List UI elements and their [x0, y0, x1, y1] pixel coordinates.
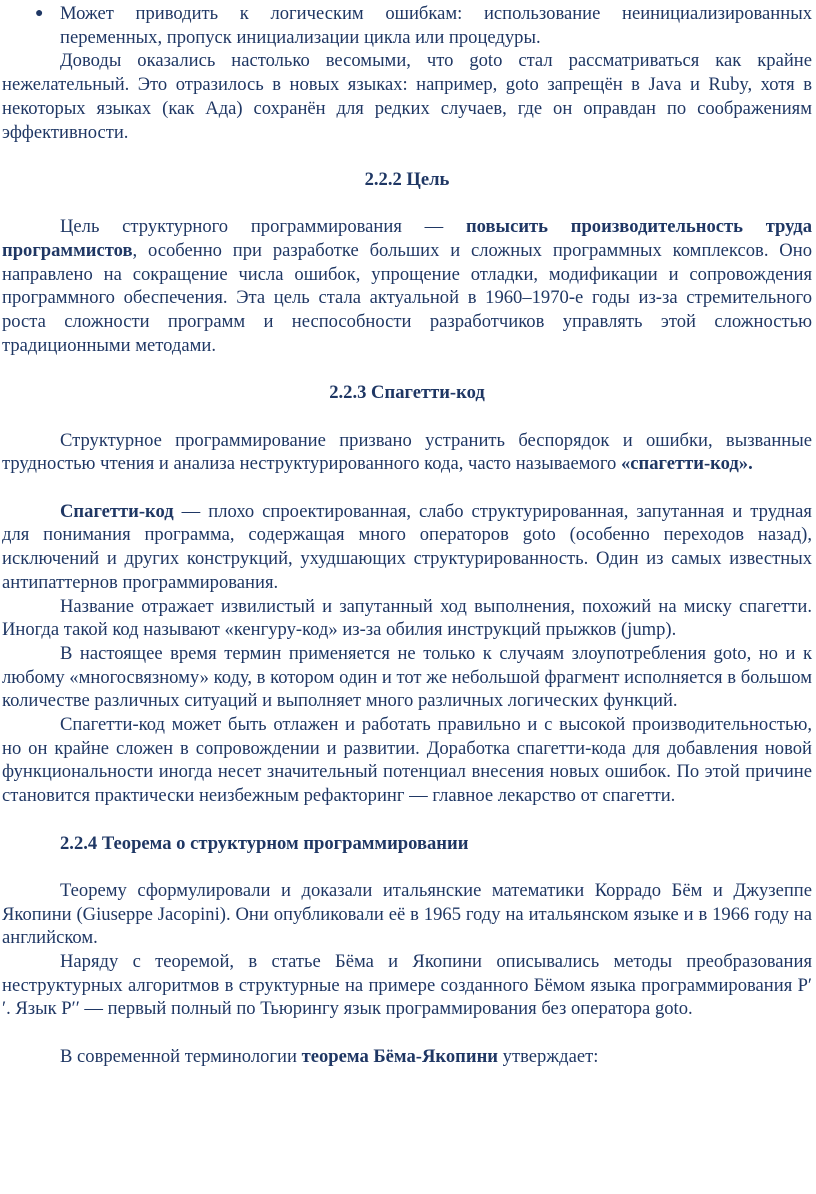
theorem-statement-bold: теорема Бёма-Якопини — [301, 1045, 499, 1067]
bullet-list-item — [2, 2, 812, 49]
goal-paragraph-start: Цель структурного программирования — — [60, 216, 466, 238]
bullet-item-text: Может приводить к логическим ошибкам: использование неинициализированных переменных, пропуск инициализации цикла или процедуры. — [60, 3, 812, 48]
section-heading-goal: 2.2.2 Цель — [364, 168, 450, 190]
goto-paragraph: Доводы оказались настолько весомыми, что goto стал рассматриваться как крайне нежелательный. Это отразилось в новых языках: например, goto запрещён в Java и Ruby, хотя в некоторых языках (как Ада) сохранён для редких случаев, где он оправдан по соображениям эффективности. — [2, 50, 812, 143]
spaghetti-intro-bold: «спагетти-код». — [620, 453, 753, 475]
section-heading-theorem: 2.2.4 Теорема о структурном программировании — [60, 832, 469, 854]
theorem-statement-end: утверждает: — [498, 1045, 599, 1067]
spaghetti-intro-paragraph — [2, 429, 812, 476]
section-heading-spaghetti: 2.2.3 Спагетти-код — [329, 382, 485, 404]
spaghetti-definition-text: — плохо спроектированная, слабо структурированная, запутанная и трудная для понимания программа, содержащая много операторов goto (особенно переходов назад), исключений и других конструкций, ухудшающих структурированность. Один из самых известных антипаттернов программирования. — [2, 500, 812, 593]
spaghetti-definition-term: Спагетти-код — [60, 500, 174, 522]
spaghetti-name-paragraph: Название отражает извилистый и запутанный ход выполнения, похожий на миску спагетти. Иногда такой код называют «кенгуру-код» из-за обилия инструкций прыжков (jump). — [2, 595, 812, 641]
spaghetti-term-paragraph: В настоящее время термин применяется не только к случаям злоупотребления goto, но и к любому «многосвязному» коду, в котором один и тот же небольшой фрагмент исполняется в большом количестве различных ситуаций и выполняет много различных логических функций. — [2, 642, 812, 712]
spaghetti-refactoring-paragraph: Спагетти-код может быть отлажен и работать правильно и с высокой производительностью, но он крайне сложен в сопровождении и развитии. Доработка спагетти-кода для добавления новой функциональности иногда несет значительный потенциал внесения новых ошибок. По этой причине становится практически неизбежным рефакторинг — главное лекарство от спагетти. — [2, 714, 812, 807]
goal-paragraph — [2, 215, 812, 357]
theorem-authors-paragraph: Теорему сформулировали и доказали итальянские математики Коррадо Бём и Джузеппе Якопини (Giuseppe Jacopini). Они опубликовали её в 1965 году на итальянском языке и в 1966 году на английском. — [2, 879, 812, 949]
goal-paragraph-bold: повысить производительность труда программистов — [2, 216, 812, 261]
theorem-statement-start: В современной терминологии — [60, 1045, 302, 1067]
spaghetti-definition-paragraph — [2, 500, 812, 595]
theorem-statement-paragraph — [2, 1045, 812, 1069]
theorem-paper-paragraph: Наряду с теоремой, в статье Бёма и Якопини описывались методы преобразования неструктурных алгоритмов в структурные на примере созданного Бёмом языка программирования P′′. Язык P′′ — первый полный по Тьюрингу язык программирования без оператора goto. — [2, 951, 812, 1020]
bullet-icon: ● — [35, 6, 44, 21]
goal-paragraph-end: , особенно при разработке больших и сложных программных комплексов. Оно направлено на сокращение числа ошибок, упрощение отладки, модификации и сопровождения программного обеспечения. Эта цель стала актуальной в 1960–1970-е годы из-за стремительного роста сложности программ и неспособности разработчиков управлять этой сложностью традиционными методами. — [2, 240, 812, 356]
spaghetti-intro-start: Структурное программирование призвано устранить беспорядок и ошибки, вызванные трудностью чтения и анализа неструктурированного кода, часто называемого — [2, 429, 812, 475]
